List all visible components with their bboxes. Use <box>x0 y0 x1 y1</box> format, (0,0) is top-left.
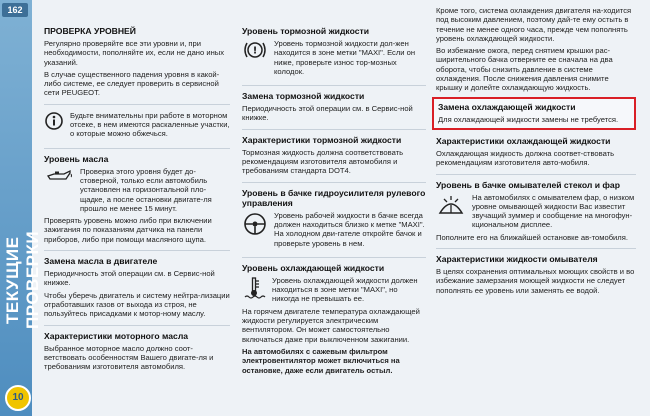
divider <box>242 129 426 130</box>
coolant-level-block <box>242 276 426 307</box>
coolant-level-text-2: На горячем двигателе температура охлаждающей жидкости регулируется электрическим вентилятором. Он может самостоятельно включаться даже при выключенном зажигании. <box>242 306 420 344</box>
brake-change-text: Периодичность этой операции см. в Сервис-ной книжке. <box>242 104 413 123</box>
brake-level-block <box>242 39 426 79</box>
intro-paragraph-2: В случае существенного падения уровня в какой-либо системе, ее следует проверить в сервисной сети PEUGEOT. <box>44 69 220 98</box>
divider <box>44 104 230 105</box>
column-middle <box>242 26 426 378</box>
divider <box>44 250 230 251</box>
washer-level-block <box>436 193 636 233</box>
coolant-change-text: Для охлаждающей жидкости замены не требуется. <box>438 114 619 124</box>
section-title-oil-spec: Характеристики моторного масла <box>44 330 189 341</box>
section-title-coolant-level: Уровень охлаждающей жидкости <box>242 262 385 273</box>
section-title-coolant-change: Замена охлаждающей жидкости <box>438 101 576 112</box>
steering-block <box>242 211 426 251</box>
chapter-title: ТЕКУЩИЕ ПРОВЕРКИ <box>3 230 42 330</box>
section-title-brake-spec: Характеристики тормозной жидкости <box>242 134 402 145</box>
washer-level-text: На автомобилях с омывателем фар, о низком уровне омывающей жидкости Вас известит звучащий зуммер и сообщение на многофун-кциональном дисплее. <box>472 192 635 230</box>
warning-text: Будьте внимательны при работе в моторном отсеке, в нем имеются раскаленные участки, о которые можно обжечься. <box>70 110 230 139</box>
washer-fluid-icon <box>436 193 466 217</box>
brake-spec-text: Тормозная жидкость должна соответствовать рекомендациям изготовителя автомобиля и требованиям стандарта DOT4. <box>242 147 404 176</box>
divider <box>242 257 426 258</box>
steering-text: Уровень рабочей жидкости в бачке всегда должен находиться близко к метке "MAXI". На холодном дви-гателе откройте бачок и проверьте уровень в нем. <box>274 210 425 248</box>
warning-note <box>44 111 230 142</box>
intro-paragraph: Регулярно проверяйте все эти уровни и, при необходимости, пополняйте их, если не дано иных указаний. <box>44 39 225 67</box>
coolant-particle-filter-note: На автомобилях с сажевым фильтром электровентилятор может включиться на остановке, даже если двигатель остыл. <box>242 346 400 375</box>
chapter-number-badge: 10 <box>5 385 31 411</box>
oil-change-text-2: Чтобы уберечь двигатель и систему нейтра-лизации отработавших газов от выхода из строя, не пользуйтесь присадками к мотор-ному маслу. <box>44 290 230 319</box>
coolant-spec-text: Охлаждающая жидкость должна соответ-ствовать рекомендациям изготовителя авто-мобиля. <box>436 148 615 168</box>
section-title-washer-level: Уровень в бачке омывателей стекол и фар <box>436 179 620 190</box>
section-title-steering: Уровень в бачке гидроусилителя рулевого управления <box>242 187 426 208</box>
divider <box>242 85 426 86</box>
sidebar <box>0 0 42 416</box>
column-left <box>44 26 230 374</box>
section-title-washer-spec: Характеристики жидкости омывателя <box>436 254 598 265</box>
coolant-cap-text: Во избежание ожога, перед снятием крышки рас-ширительного бачка отверните ее сначала на два оборота, чтобы снизить давление в системе охлаждения. После снижения давления снимите крышку и долейте охлаждающую жидкость. <box>436 46 613 93</box>
coolant-change-highlight <box>432 97 636 130</box>
section-title-brake-change: Замена тормозной жидкости <box>242 91 365 102</box>
oil-level-text-2: Проверять уровень можно либо при включении зажигания по показаниям датчика на панели приборов, либо при помощи масляного щупа. <box>44 216 212 244</box>
divider <box>44 325 230 326</box>
coolant-pressure-text: Кроме того, система охлаждения двигателя на-ходится под высоким давлением, поэтому дай-те ему остыть в течение не менее одного часа, прежде чем пополнять уровень охлаждающей жидкости. <box>436 6 632 43</box>
oil-level-block <box>44 167 230 216</box>
brake-level-text: Уровень тормозной жидкости дол-жен находится в зоне метки "MAXI". Если он ниже, проверьте износ тор-мозных колодок. <box>274 39 416 76</box>
brake-warning-icon <box>242 39 268 61</box>
coolant-temperature-icon <box>242 276 266 300</box>
warning-info-icon <box>44 111 64 131</box>
svg-text:!: ! <box>252 45 258 57</box>
divider <box>44 148 230 149</box>
oil-change-text: Периодичность этой операции см. в Сервис-ной книжке. <box>44 269 215 288</box>
divider <box>436 248 636 249</box>
section-title-oil-level: Уровень масла <box>44 153 109 164</box>
column-right <box>436 6 636 298</box>
section-title-oil-change: Замена масла в двигателе <box>44 256 158 267</box>
section-title-coolant-spec: Характеристики охлаждающей жидкости <box>436 135 611 146</box>
coolant-level-text: Уровень охлаждающей жидкости должен находиться в зоне метки "MAXI", но никогда не превышать ее. <box>272 275 418 304</box>
oil-can-icon <box>44 167 74 185</box>
washer-spec-text: В целях сохранения оптимальных моющих свойств и во избежание замерзания моющей жидкости не следует пополнять ее уровень или заменять ее водой. <box>436 267 635 295</box>
section-title-brake-level: Уровень тормозной жидкости <box>242 26 369 36</box>
section-title-levels: ПРОВЕРКА УРОВНЕЙ <box>44 26 136 36</box>
oil-level-text: Проверка этого уровня будет до-стоверной, только если автомобиль установлен на горизонтальной пло-щадке, а после остановки двигате-ля прошло не менее 15 минут. <box>80 166 212 213</box>
page-number: 162 <box>2 3 28 17</box>
washer-level-text-2: Пополните его на ближайшей остановке ав-томобиля. <box>436 232 628 242</box>
steering-wheel-icon <box>242 211 268 237</box>
divider <box>436 174 636 175</box>
oil-spec-text: Выбранное моторное масло должно соот-ветствовать особенностям Вашего двигате-ля и требованиям изготовителя автомобиля. <box>44 343 214 372</box>
divider <box>242 182 426 183</box>
